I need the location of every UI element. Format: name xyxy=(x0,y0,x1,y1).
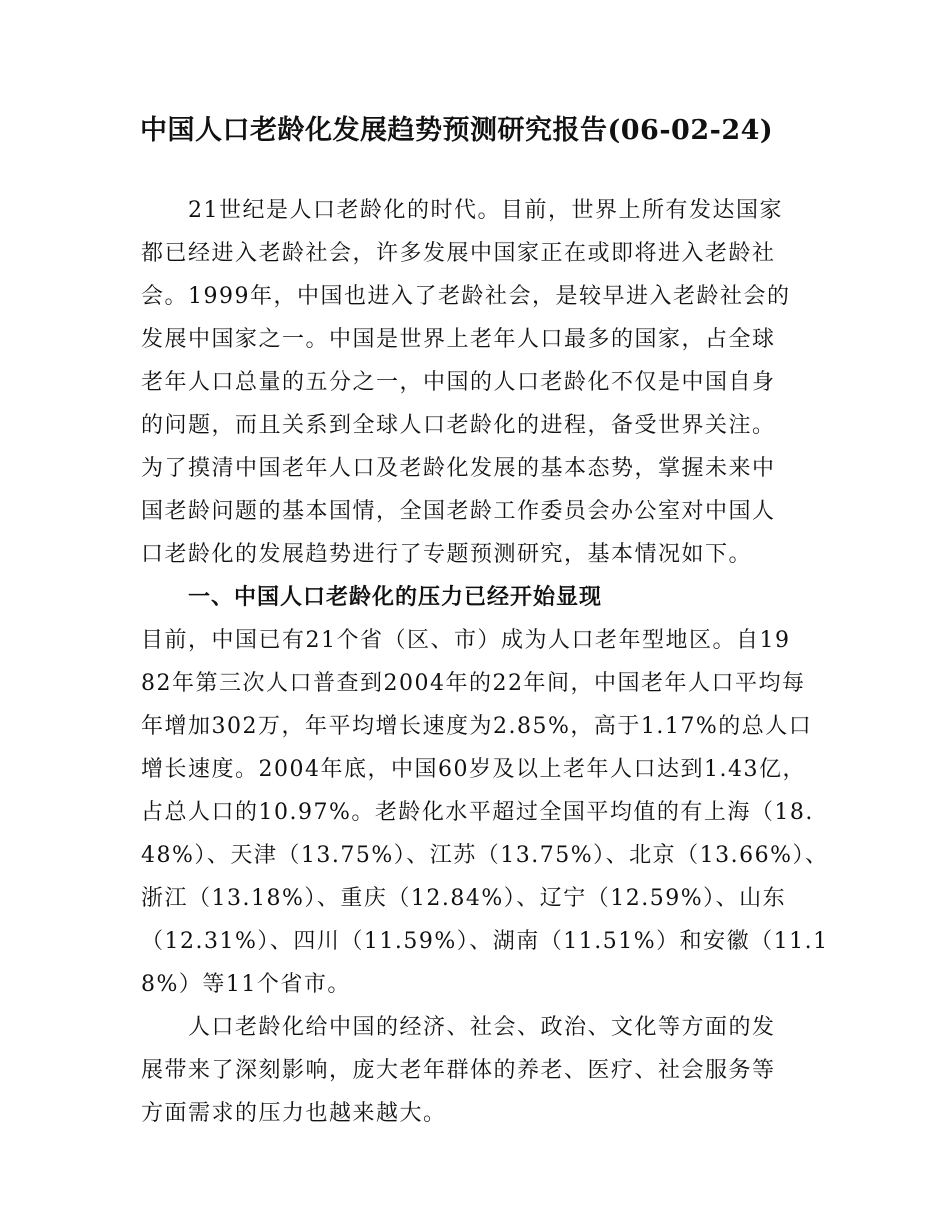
paragraph-line: 8%）等11个省市。 xyxy=(141,972,351,997)
paragraph-line: 发展中国家之一。中国是世界上老年人口最多的国家，占全球 xyxy=(141,327,776,352)
paragraph-line: （12.31%）、四川（11.59%）、湖南（11.51%）和安徽（11.1 xyxy=(141,929,829,954)
paragraph-line: 年增加302万，年平均增长速度为2.85%，高于1.17%的总人口 xyxy=(141,714,813,739)
paragraph-line: 展带来了深刻影响，庞大老年群体的养老、医疗、社会服务等 xyxy=(141,1058,776,1083)
paragraph-line: 82年第三次人口普查到2004年的22年间，中国老年人口平均每 xyxy=(141,671,806,696)
paragraph-line: 会。1999年，中国也进入了老龄社会，是较早进入老龄社会的 xyxy=(141,284,791,309)
paragraph-line: 国老龄问题的基本国情，全国老龄工作委员会办公室对中国人 xyxy=(141,499,776,524)
paragraph-line: 人口老龄化给中国的经济、社会、政治、文化等方面的发 xyxy=(188,1015,776,1040)
paragraph-line: 都已经进入老龄社会，许多发展中国家正在或即将进入老龄社 xyxy=(141,241,776,266)
paragraph-line: 口老龄化的发展趋势进行了专题预测研究，基本情况如下。 xyxy=(141,542,753,567)
paragraph-line: 的问题，而且关系到全球人口老龄化的进程，备受世界关注。 xyxy=(141,413,776,438)
paragraph-line: 21世纪是人口老龄化的时代。目前，世界上所有发达国家 xyxy=(188,198,783,223)
paragraph-line: 浙江（13.18%）、重庆（12.84%）、辽宁（12.59%）、山东 xyxy=(141,886,787,911)
paragraph-line: 占总人口的10.97%。老龄化水平超过全国平均值的有上海（18. xyxy=(141,800,814,825)
paragraph-line: 增长速度。2004年底，中国60岁及以上老年人口达到1.43亿， xyxy=(141,757,806,782)
paragraph-line: 为了摸清中国老年人口及老龄化发展的基本态势，掌握未来中 xyxy=(141,456,776,481)
paragraph-line: 目前，中国已有21个省（区、市）成为人口老年型地区。自19 xyxy=(141,628,791,653)
paragraph-line: 48%）、天津（13.75%）、江苏（13.75%）、北京（13.66%）、 xyxy=(141,843,829,868)
document-title: 中国人口老龄化发展趋势预测研究报告(06-02-24) xyxy=(140,115,774,146)
section-heading: 一、中国人口老龄化的压力已经开始显现 xyxy=(188,584,603,610)
paragraph-line: 方面需求的压力也越来越大。 xyxy=(141,1101,447,1126)
paragraph-line: 老年人口总量的五分之一，中国的人口老龄化不仅是中国自身 xyxy=(141,370,776,395)
